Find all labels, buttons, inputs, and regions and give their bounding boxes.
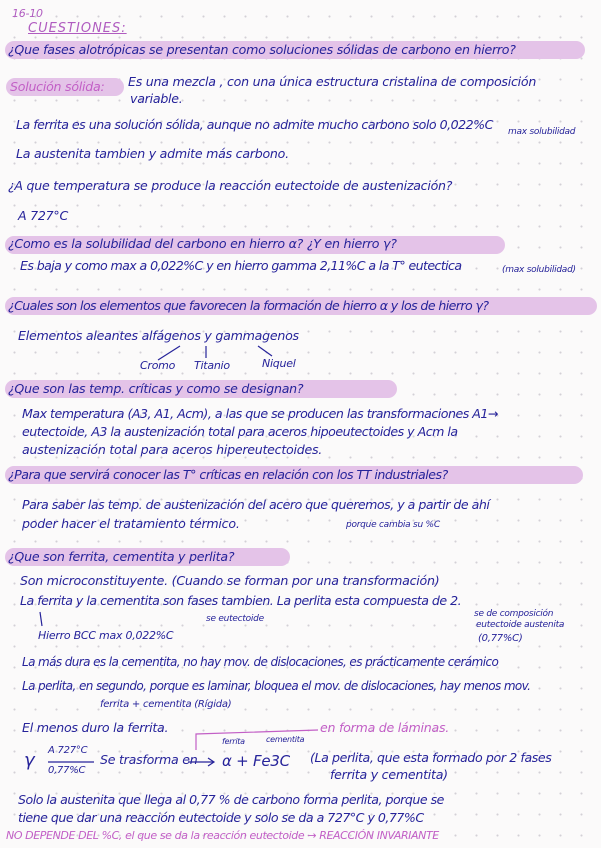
answer-7-8: El menos duro la ferrita. xyxy=(22,720,169,735)
answer-7-note-1: se eutectoide xyxy=(206,614,264,624)
gamma-bottom: 0,77%C xyxy=(48,765,86,776)
answer-9-3: NO DEPENDE DEL %C, el que se da la reacción eutectoide → REACCIÓN INVARIANTE xyxy=(6,829,439,842)
solucion-text: Es una mezcla , con una única estructura cristalina de composición xyxy=(128,74,537,89)
austenita-line: La austenita tambien y admite más carbono. xyxy=(16,146,289,161)
cromo: Cromo xyxy=(140,359,176,372)
answer-7-1: Son microconstituyente. (Cuando se forman por una transformación) xyxy=(20,573,440,588)
answer-8-1: (La perlita, que esta formado por 2 fases xyxy=(310,750,552,765)
question-5: ¿Que son las temp. críticas y como se designan? xyxy=(8,381,304,396)
transform-text: Se trasforma en xyxy=(100,752,198,767)
laminas-note: en forma de láminas. xyxy=(320,720,450,735)
ferrita-line: La ferrita es una solución sólida, aunque no admite mucho carbono solo 0,022%C xyxy=(16,117,493,132)
answer-6-note: porque cambia su %C xyxy=(346,520,440,530)
answer-7-note-3: eutectoide austenita xyxy=(476,620,565,630)
answer-5-3: austenización total para aceros hipereutectoides. xyxy=(22,442,323,457)
niquel: Niquel xyxy=(262,357,296,370)
question-6: ¿Para que servirá conocer las T° críticas en relación con los TT industriales? xyxy=(8,467,448,482)
answer-8-2: ferrita y cementita) xyxy=(330,767,448,782)
gamma-top: A 727°C xyxy=(48,745,88,756)
solucion-text-2: variable. xyxy=(130,91,183,106)
answer-9-2: tiene que dar una reacción eutectoide y solo se da a 727°C y 0,77%C xyxy=(18,810,424,825)
arrow-niquel xyxy=(258,346,272,356)
question-3: ¿Como es la solubilidad del carbono en hierro α? ¿Y en hierro γ? xyxy=(8,236,397,251)
page-title: CUESTIONES: xyxy=(28,21,127,36)
solucion-label: Solución sólida: xyxy=(10,79,105,94)
titanio: Titanio xyxy=(194,359,230,372)
cementita-small: cementita xyxy=(266,735,305,744)
answer-3: Es baja y como max a 0,022%C y en hierro gamma 2,11%C a la T° eutectica xyxy=(20,258,462,273)
answer-7-5: La más dura es la cementita, no hay mov. de dislocaciones, es prácticamente cerámico xyxy=(22,655,499,669)
arrow-cromo xyxy=(158,346,180,360)
answer-5-1: Max temperatura (A3, A1, Acm), a las que se producen las transformaciones A1→ xyxy=(22,406,498,421)
date: 16-10 xyxy=(12,7,43,20)
answer-5-2: eutectoide, A3 la austenización total para aceros hipoeutectoides y Acm la xyxy=(22,424,458,439)
answer-7-3: Hierro BCC max 0,022%C xyxy=(38,629,174,642)
answer-6-2: poder hacer el tratamiento térmico. xyxy=(22,516,240,531)
ferrita-small: ferrita xyxy=(222,737,245,746)
answer-7-6: La perlita, en segundo, porque es laminar, bloquea el mov. de dislocaciones, hay menos mov. xyxy=(22,679,531,693)
arrow-laminas xyxy=(196,730,318,750)
alpha-fe3c: α + Fe3C xyxy=(222,752,290,770)
ferrita-note: max solubilidad xyxy=(508,127,576,137)
answer-7-4: (0,77%C) xyxy=(478,633,523,644)
answer-2: A 727°C xyxy=(18,208,68,223)
question-4: ¿Cuales son los elementos que favorecen la formación de hierro α y los de hierro γ? xyxy=(8,298,489,313)
answer-3-note: (max solubilidad) xyxy=(502,265,576,275)
answer-6-1: Para saber las temp. de austenización del acero que queremos, y a partir de ahí xyxy=(22,497,490,512)
question-7: ¿Que son ferrita, cementita y perlita? xyxy=(8,549,235,564)
answer-4: Elementos aleantes alfágenos y gammagenos xyxy=(18,328,299,343)
arrow-transform xyxy=(188,758,214,766)
question-1: ¿Que fases alotrópicas se presentan como soluciones sólidas de carbono en hierro? xyxy=(8,42,516,57)
question-2: ¿A que temperatura se produce la reacción eutectoide de austenización? xyxy=(8,178,453,193)
answer-9-1: Solo la austenita que llega al 0,77 % de carbono forma perlita, porque se xyxy=(18,792,444,807)
answer-7-2: La ferrita y la cementita son fases tambien. La perlita esta compuesta de 2. xyxy=(20,593,462,608)
arrow-hierro xyxy=(40,612,42,626)
answer-7-7: ferrita + cementita (Rígida) xyxy=(100,699,232,710)
answer-7-note-2: se de composición xyxy=(474,609,554,619)
gamma-symbol: γ xyxy=(24,750,35,771)
